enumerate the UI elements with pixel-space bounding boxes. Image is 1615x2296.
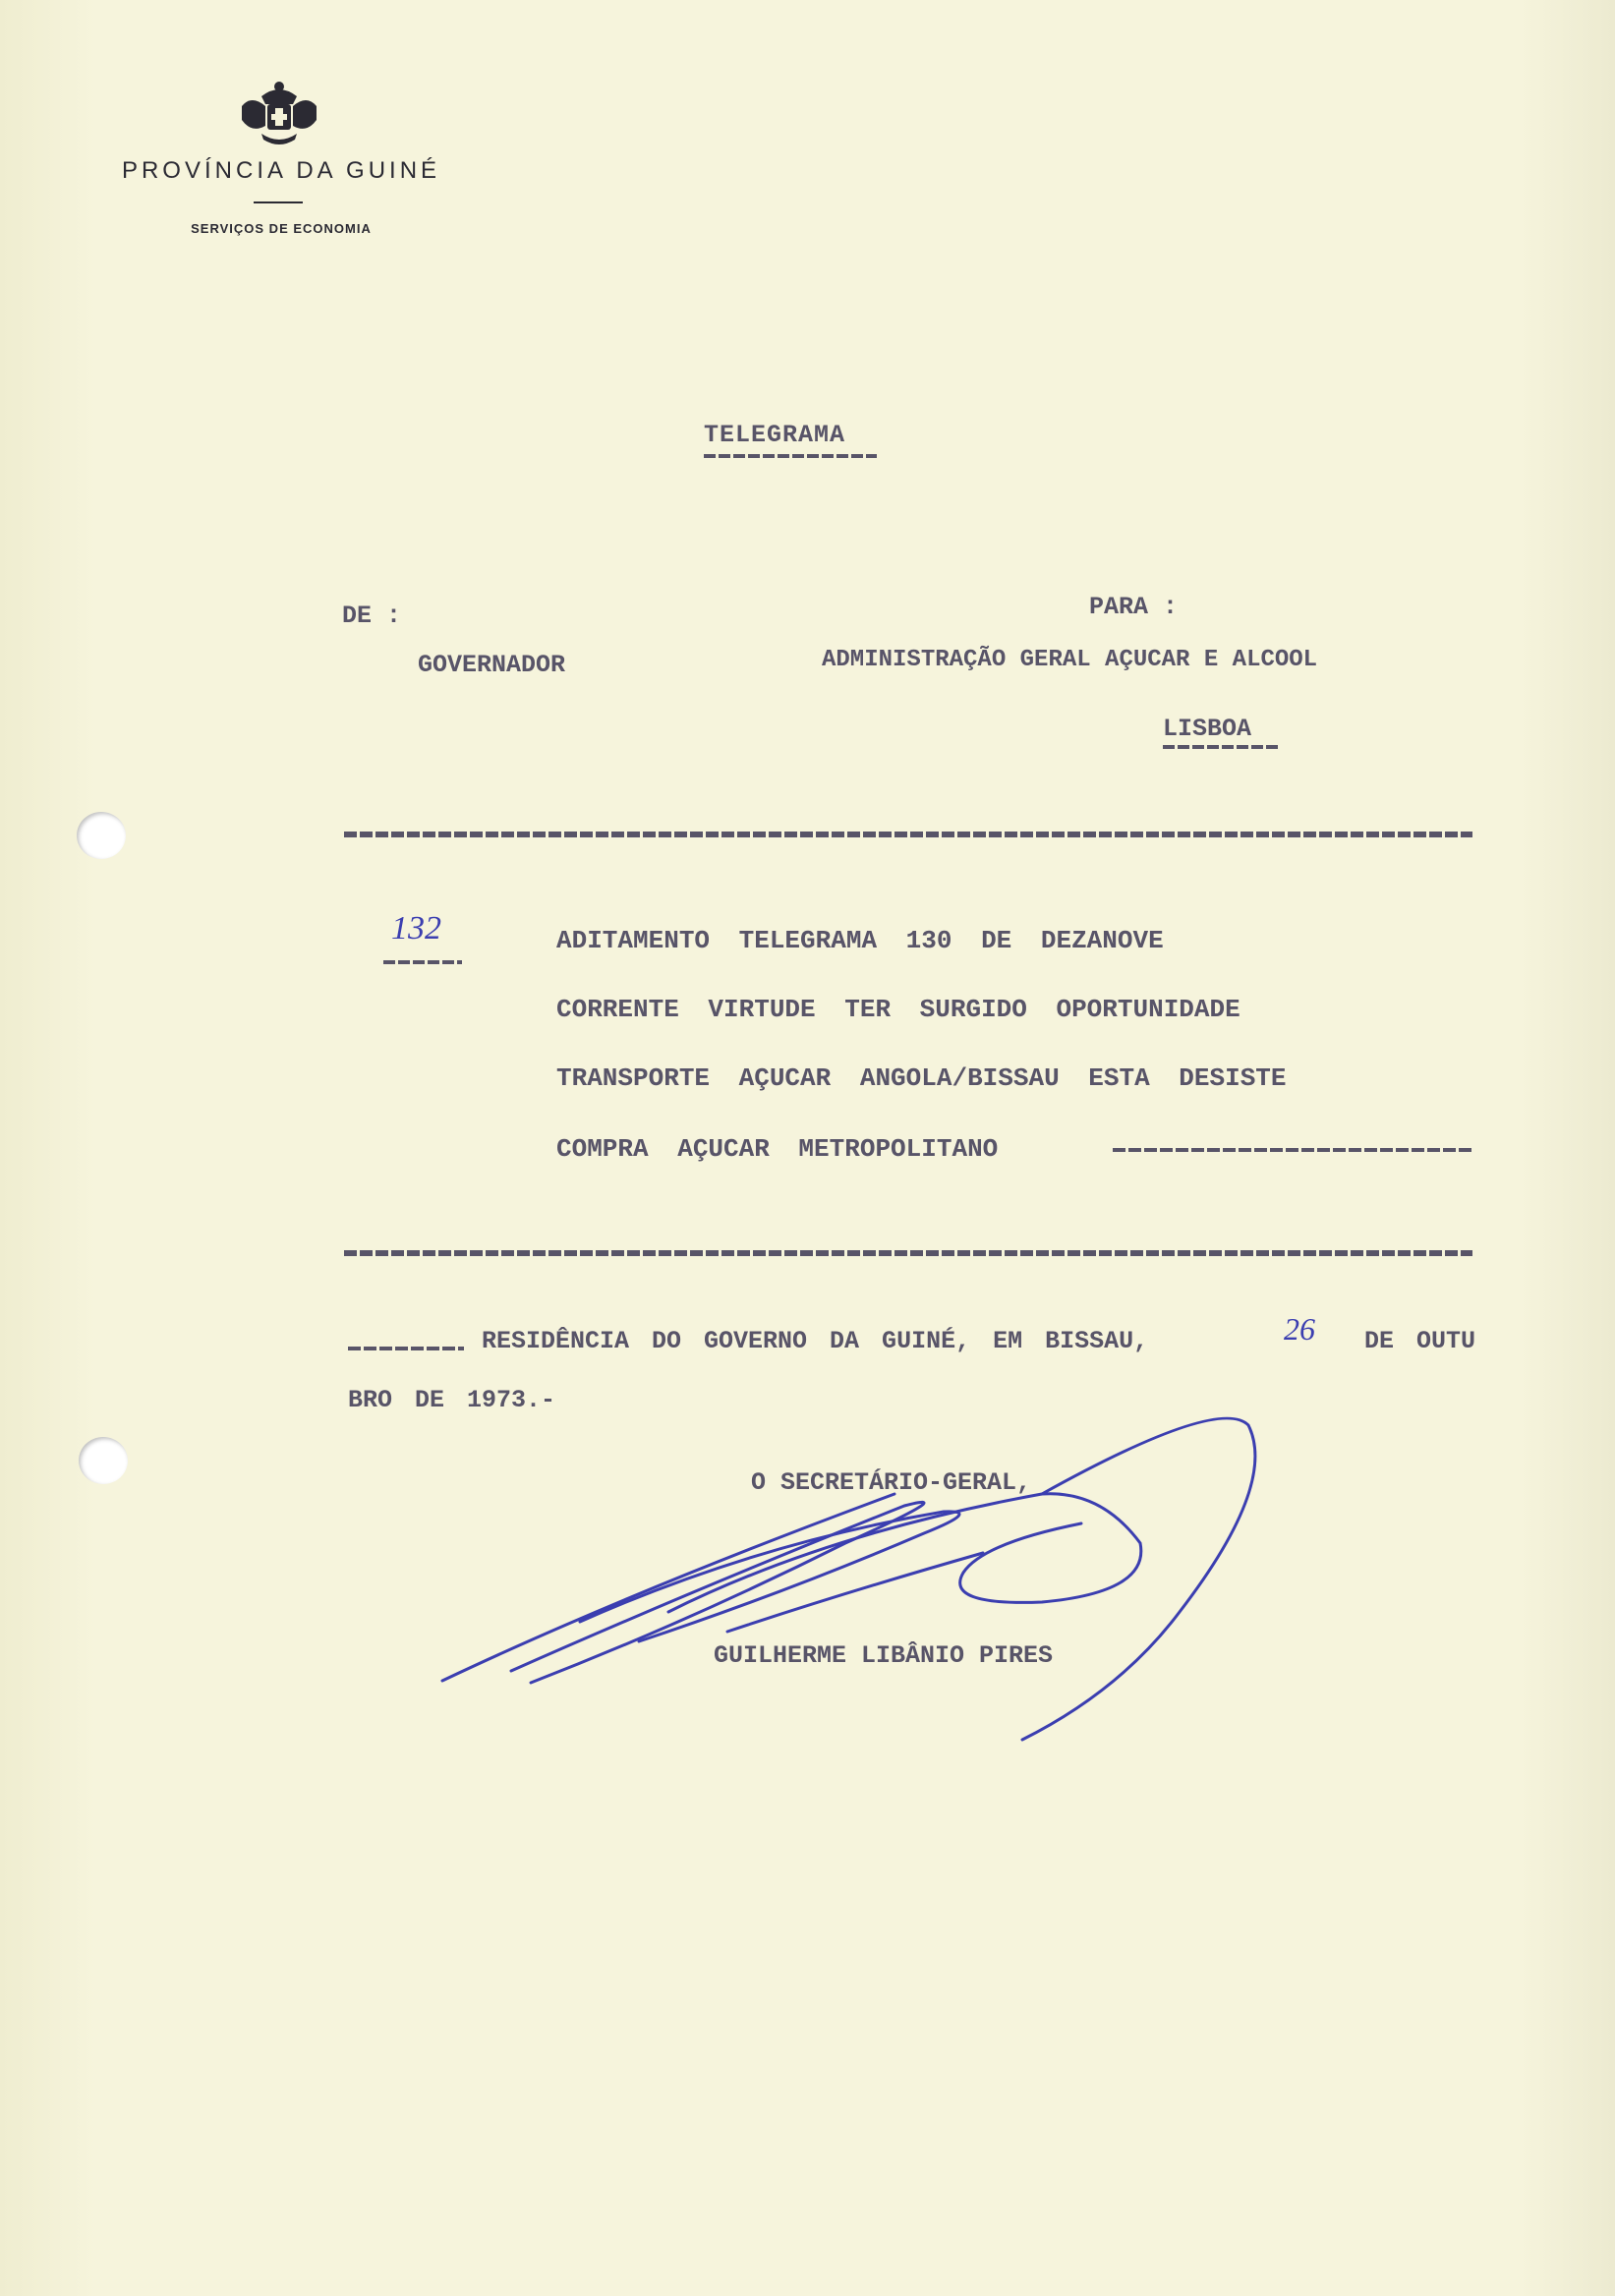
closing-day: 26 (1284, 1311, 1315, 1347)
telegram-number: 132 (391, 910, 441, 947)
handwritten-signature (433, 1396, 1278, 1750)
closing-lead-dashes (348, 1347, 464, 1350)
signer-title: O SECRETÁRIO-GERAL, (751, 1468, 1032, 1497)
title-underline (704, 454, 877, 458)
body-end-dashes (1113, 1148, 1472, 1152)
from-value: GOVERNADOR (418, 651, 566, 679)
to-label: PARA : (1089, 593, 1179, 621)
punch-hole-bottom (79, 1437, 128, 1484)
closing-line-1-end: DE OUTU (1364, 1327, 1476, 1355)
body-line-3: TRANSPORTE AÇUCAR ANGOLA/BISSAU ESTA DESISTE (556, 1063, 1287, 1093)
body-line-1: ADITAMENTO TELEGRAMA 130 DE DEZANOVE (556, 926, 1164, 955)
to-value: ADMINISTRAÇÃO GERAL AÇUCAR E ALCOOL (822, 647, 1318, 673)
bottom-separator (344, 1250, 1472, 1256)
to-city: LISBOA (1163, 715, 1252, 743)
document-title: TELEGRAMA (704, 421, 846, 449)
punch-hole-top (77, 812, 126, 859)
body-line-2: CORRENTE VIRTUDE TER SURGIDO OPORTUNIDADE (556, 995, 1240, 1024)
from-label: DE : (342, 602, 402, 630)
closing-line-2: BRO DE 1973.- (348, 1386, 556, 1414)
city-underline (1163, 745, 1281, 749)
body-line-4: COMPRA AÇUCAR METROPOLITANO (556, 1134, 999, 1164)
closing-line-1: RESIDÊNCIA DO GOVERNO DA GUINÉ, EM BISSAU, (482, 1327, 1149, 1355)
letterhead-divider (254, 201, 303, 203)
number-underline (383, 960, 462, 964)
signer-name: GUILHERME LIBÂNIO PIRES (714, 1641, 1054, 1670)
department-heading: SERVIÇOS DE ECONOMIA (191, 221, 372, 236)
top-separator (344, 832, 1472, 837)
province-heading: PROVÍNCIA DA GUINÉ (121, 157, 441, 184)
coat-of-arms-icon (232, 77, 326, 149)
